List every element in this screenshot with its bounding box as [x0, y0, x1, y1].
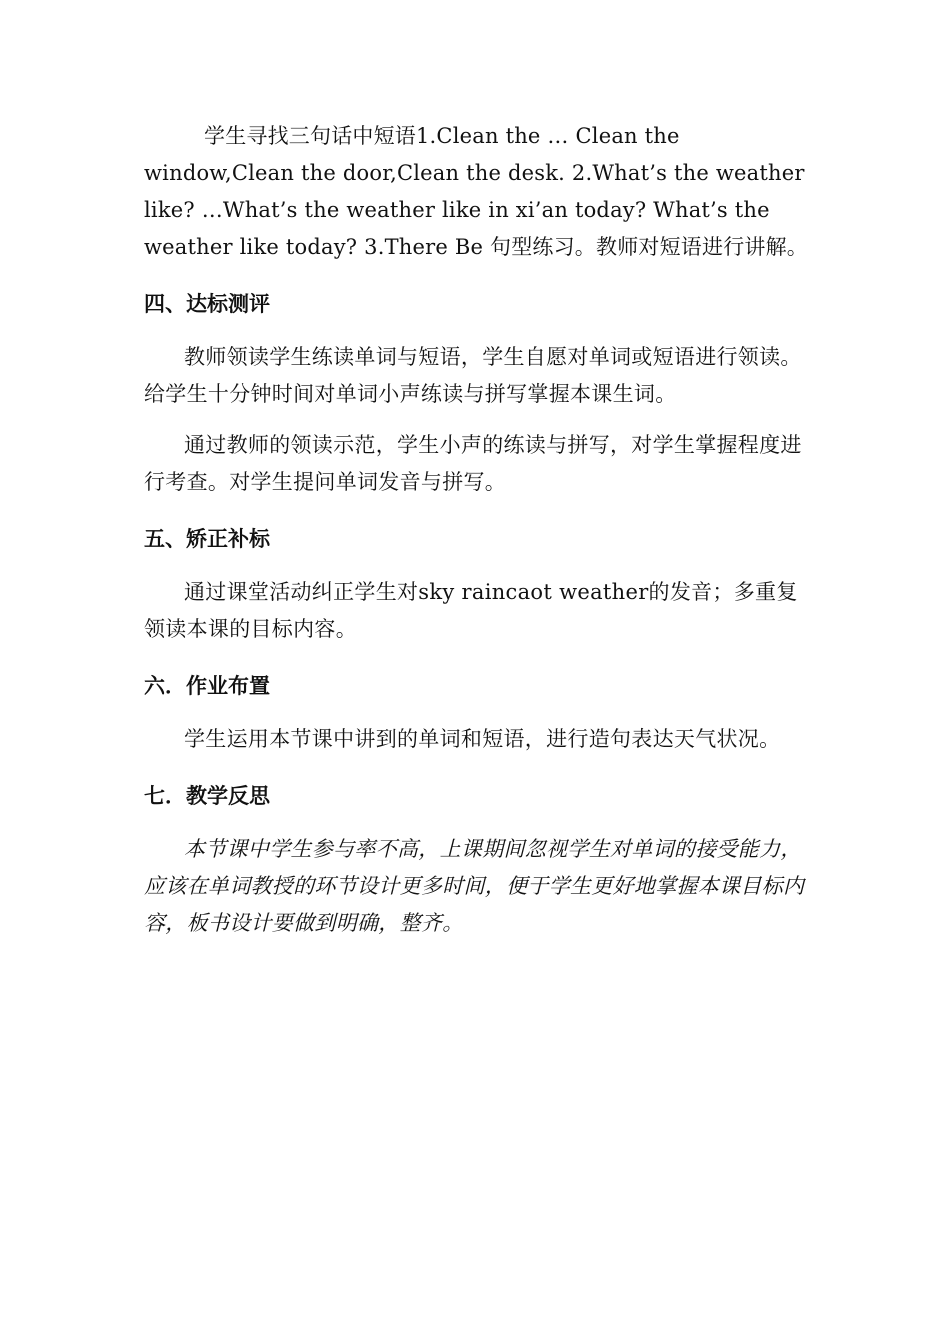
homework-paragraph: 学生运用本节课中讲到的单词和短语，进行造句表达天气状况。 [184, 727, 781, 751]
intro-paragraph: 学生寻找三句话中短语1.Clean the … Clean the window,Clean the door,Clean the desk. 2.What’s the weather like? …What’s the weather like in xi’an today? What’s the weather like today? 3.There Be 句型练习。教师对短语进行讲解。 [144, 124, 809, 259]
correction-paragraph: 通过课堂活动纠正学生对sky raincaot weather的发音；多重复领读本课的目标内容。 [144, 580, 798, 641]
assessment-paragraph-1: 教师领读学生练读单词与短语，学生自愿对单词或短语进行领读。给学生十分钟时间对单词小声练读与拼写掌握本课生词。 [144, 345, 802, 406]
section-heading-reflection: 七．教学反思 [144, 784, 270, 808]
assessment-paragraph-2: 通过教师的领读示范，学生小声的练读与拼写，对学生掌握程度进行考查。对学生提问单词发音与拼写。 [144, 433, 802, 494]
document-body [144, 118, 816, 942]
section-heading-homework: 六．作业布置 [144, 674, 270, 698]
section-heading-assessment: 四、达标测评 [144, 292, 270, 316]
section-heading-correction: 五、矫正补标 [144, 527, 270, 551]
reflection-paragraph: 本节课中学生参与率不高，上课期间忽视学生对单词的接受能力，应该在单词教授的环节设计更多时间，便于学生更好地掌握本课目标内容，板书设计要做到明确，整齐。 [144, 837, 805, 935]
